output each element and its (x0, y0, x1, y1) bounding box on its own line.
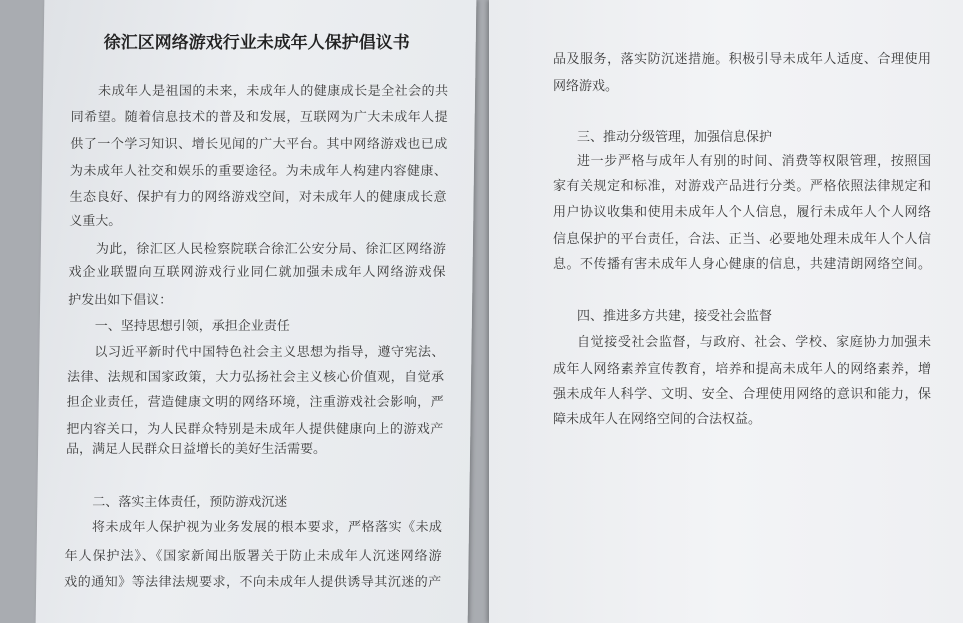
text-line: 障未成年人在网络空间的合法权益。 (553, 412, 762, 427)
text-line: 信息保护的平台责任，合法、正当、必要地处理未成年人个人信 (553, 232, 931, 247)
document-page-right (489, 0, 963, 623)
text-line: 将未成年人保护视为业务发展的根本要求，严格落实《未成 (91, 520, 443, 535)
document-page-left (36, 0, 477, 623)
text-line: 戏的通知》等法律法规要求，不向未成年人提供诱导其沉迷的产 (64, 575, 442, 590)
text-line: 息。不传播有害未成年人身心健康的信息，共建清朗网络空间。 (553, 257, 931, 272)
text-line: 二、落实主体责任，预防游戏沉迷 (92, 495, 288, 510)
text-line: 护发出如下倡议： (68, 293, 173, 308)
text-line: 为此，徐汇区人民检察院联合徐汇公安分局、徐汇区网络游 (95, 242, 446, 257)
text-line: 自觉接受社会监督，与政府、社会、学校、家庭协力加强未 (577, 335, 931, 350)
text-line: 供了一个学习知识、增长见闻的广大平台。其中网络游戏也已成 (70, 137, 448, 152)
text-line: 年人保护法》、《国家新闻出版署关于防止未成年人沉迷网络游 (64, 549, 442, 564)
text-line: 家有关规定和标准，对游戏产品进行分类。严格依照法律规定和 (553, 179, 931, 194)
text-line: 为未成年人社交和娱乐的重要途径。为未成年人构建内容健康、 (69, 164, 448, 179)
text-line: 同希望。随着信息技术的普及和发展，互联网为广大未成年人提 (70, 110, 448, 125)
text-line: 品及服务，落实防沉迷措施。积极引导未成年人适度、合理使用 (553, 52, 931, 67)
text-line: 网络游戏。 (553, 79, 619, 94)
text-line: 品，满足人民群众日益增长的美好生活需要。 (65, 442, 327, 457)
text-line: 未成年人是祖国的未来，未成年人的健康成长是全社会的共 (97, 84, 449, 99)
text-line: 法律、法规和国家政策，大力弘扬社会主义核心价值观，自觉承 (66, 370, 445, 385)
text-line: 三、推动分级管理，加强信息保护 (577, 130, 773, 145)
text-line: 担企业责任，营造健康文明的网络环境，注重游戏社会影响，严 (66, 395, 444, 410)
text-line: 生态良好、保护有力的网络游戏空间，对未成年人的健康成长意 (69, 190, 447, 205)
text-line: 以习近平新时代中国特色社会主义思想为指导，遵守宪法、 (94, 345, 445, 360)
text-line: 进一步严格与成年人有别的时间、消费等权限管理，按照国 (577, 154, 931, 169)
text-line: 义重大。 (69, 214, 122, 229)
text-line: 成年人网络素养宣传教育，培养和提高未成年人的网络素养，增 (553, 362, 931, 377)
text-line: 一、坚持思想引领，承担企业责任 (94, 319, 290, 334)
text-line: 强未成年人科学、文明、安全、合理使用网络的意识和能力，保 (553, 387, 931, 402)
text-line: 把内容关口，为人民群众特别是未成年人提供健康向上的游戏产 (66, 422, 444, 437)
text-line: 用户协议收集和使用未成年人个人信息，履行未成年人个人网络 (553, 205, 931, 220)
document-title: 徐汇区网络游戏行业未成年人保护倡议书 (103, 33, 410, 53)
text-line: 戏企业联盟向互联网游戏行业同仁就加强未成年人网络游戏保 (68, 265, 446, 280)
text-line: 四、推进多方共建，接受社会监督 (577, 309, 773, 324)
